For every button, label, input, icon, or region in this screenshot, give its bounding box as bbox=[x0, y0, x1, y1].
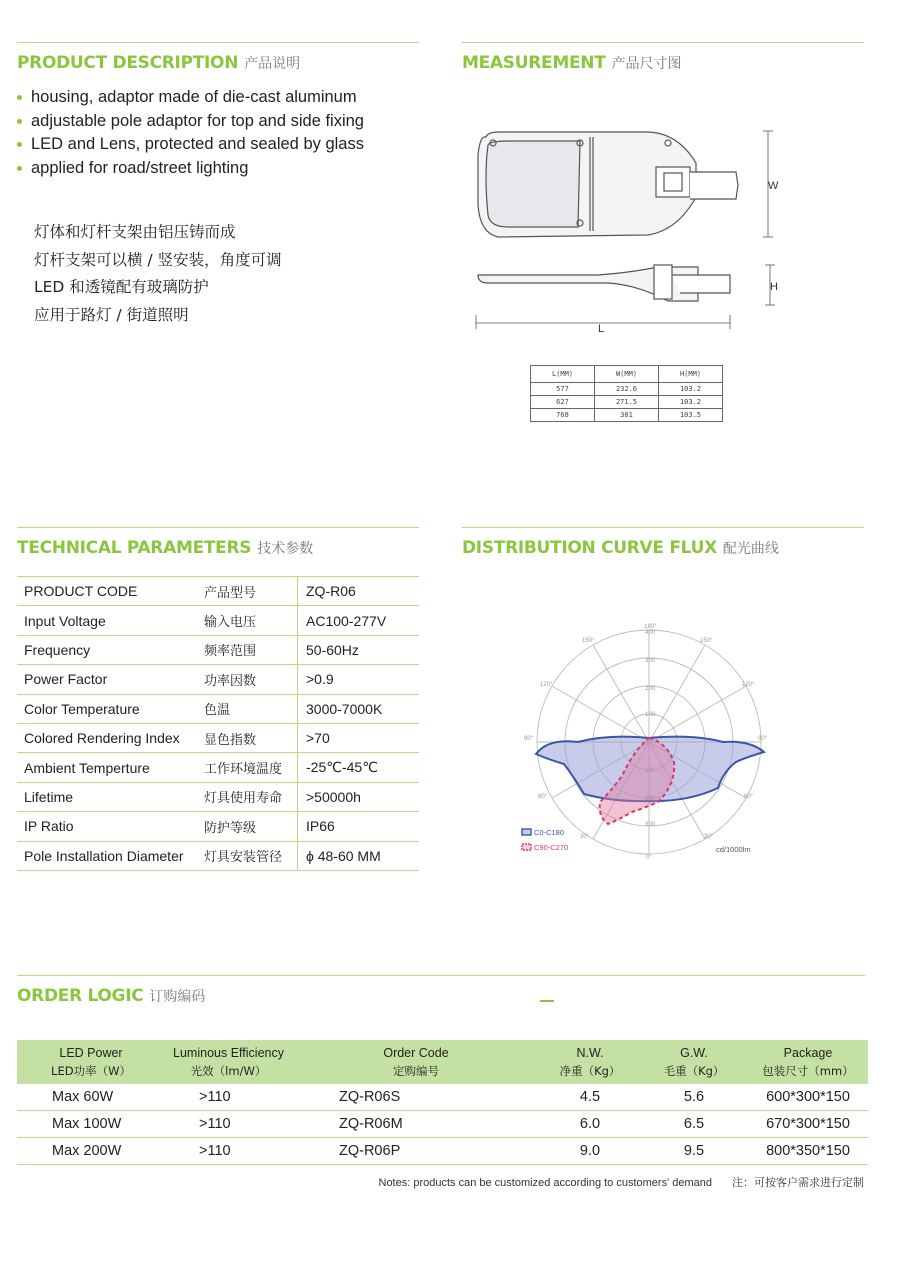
table-cell: ϕ 48-60 MM bbox=[298, 841, 420, 870]
table-cell: 显色指数 bbox=[204, 723, 298, 752]
table-cell: Color Temperature bbox=[17, 694, 204, 723]
table-header-cell: W(MM) bbox=[595, 366, 659, 383]
table-cell: >50000h bbox=[298, 782, 420, 811]
ring-label: 300 bbox=[645, 822, 656, 828]
header-en: Order Code bbox=[383, 1046, 449, 1060]
table-header-cell bbox=[540, 1040, 640, 1084]
ring-label: 200 bbox=[645, 686, 656, 692]
section-title: TECHNICAL PARAMETERS bbox=[17, 538, 252, 558]
dimension-label-w: W bbox=[768, 180, 779, 192]
bullet-icon bbox=[17, 95, 22, 100]
header-cn: 定购编号 bbox=[393, 1064, 439, 1078]
table-cell: 6.5 bbox=[640, 1111, 748, 1138]
table-cell: ZQ-R06P bbox=[292, 1138, 540, 1165]
table-row bbox=[17, 723, 419, 752]
notes bbox=[379, 1174, 865, 1190]
angle-label: 150° bbox=[582, 638, 595, 644]
angle-label: 150° bbox=[700, 638, 713, 644]
legend-label: C90-C270 bbox=[534, 843, 569, 852]
header-en: N.W. bbox=[576, 1046, 604, 1060]
decorative-dash bbox=[540, 1000, 554, 1002]
table-cell: 627 bbox=[531, 396, 595, 409]
legend-swatch bbox=[522, 844, 531, 850]
table-cell: 输入电压 bbox=[204, 606, 298, 635]
table-row bbox=[531, 396, 723, 409]
notes-en: Notes: products can be customized according to customers' demand bbox=[378, 1177, 712, 1189]
table-header-cell: L(MM) bbox=[531, 366, 595, 383]
list-item: adjustable pole adaptor for top and side fixing bbox=[17, 110, 364, 134]
table-row bbox=[17, 753, 419, 782]
table-cell: 271.5 bbox=[595, 396, 659, 409]
angle-label: 90° bbox=[758, 736, 768, 742]
table-cell: 768 bbox=[531, 409, 595, 422]
table-cell: Pole Installation Diameter bbox=[17, 841, 204, 870]
notes-cn: 注：可按客户需求进行定制 bbox=[732, 1176, 864, 1189]
table-cell: 6.0 bbox=[540, 1111, 640, 1138]
table-cell: AC100-277V bbox=[298, 606, 420, 635]
angle-label: 60° bbox=[744, 794, 754, 800]
list-item: applied for road/street lighting bbox=[17, 157, 364, 181]
description-cn-line: LED 和透镜配有玻璃防护 bbox=[34, 278, 209, 296]
table-cell: 232.6 bbox=[595, 383, 659, 396]
section-title: PRODUCT DESCRIPTION bbox=[17, 53, 239, 73]
table-cell: 577 bbox=[531, 383, 595, 396]
table-cell: 频率范围 bbox=[204, 635, 298, 664]
table-cell: 灯具安装管径 bbox=[204, 841, 298, 870]
table-header-cell: H(MM) bbox=[659, 366, 723, 383]
distribution-curve-header bbox=[462, 527, 864, 568]
dimension-label-h: H bbox=[770, 281, 778, 293]
header-cn: 光效（lm/W） bbox=[190, 1064, 267, 1078]
ring-label: 100 bbox=[645, 768, 656, 774]
header-cn: 包装尺寸（mm） bbox=[762, 1064, 854, 1078]
table-cell: 功率因数 bbox=[204, 665, 298, 694]
header-cn: LED功率（W） bbox=[51, 1064, 131, 1078]
angle-label: 60° bbox=[538, 794, 548, 800]
table-cell: 灯具使用寿命 bbox=[204, 782, 298, 811]
table-cell: ZQ-R06S bbox=[292, 1084, 540, 1111]
table-cell: Colored Rendering Index bbox=[17, 723, 204, 752]
section-title: MEASUREMENT bbox=[462, 53, 606, 73]
section-title-cn: 配光曲线 bbox=[722, 541, 779, 557]
table-row bbox=[17, 694, 419, 723]
section-title-cn: 订购编码 bbox=[149, 989, 206, 1005]
technical-parameters-header bbox=[17, 527, 419, 568]
ring-label: 400 bbox=[645, 630, 656, 636]
table-cell: Input Voltage bbox=[17, 606, 204, 635]
table-cell: 800*350*150 bbox=[748, 1138, 868, 1165]
lamp-top-view bbox=[478, 132, 738, 237]
table-cell: IP Ratio bbox=[17, 812, 204, 841]
table-cell: 301 bbox=[595, 409, 659, 422]
table-cell: >70 bbox=[298, 723, 420, 752]
table-row bbox=[17, 606, 419, 635]
legend-label: C0-C180 bbox=[534, 828, 565, 837]
polar-distribution-chart bbox=[518, 612, 788, 862]
table-row bbox=[17, 841, 419, 870]
table-cell: -25℃-45℃ bbox=[298, 753, 420, 782]
table-row bbox=[17, 812, 419, 841]
header-en: Luminous Efficiency bbox=[173, 1046, 284, 1060]
table-cell: 9.5 bbox=[640, 1138, 748, 1165]
table-row bbox=[17, 635, 419, 664]
table-header-row bbox=[17, 1040, 868, 1084]
measurement-header bbox=[462, 42, 864, 83]
table-cell: >110 bbox=[165, 1111, 292, 1138]
section-title-cn: 技术参数 bbox=[257, 541, 314, 557]
table-row bbox=[17, 577, 419, 606]
table-cell: IP66 bbox=[298, 812, 420, 841]
table-cell: 600*300*150 bbox=[748, 1084, 868, 1111]
table-row bbox=[17, 1138, 868, 1165]
header-cn: 净重（Kg） bbox=[559, 1064, 621, 1078]
bullet-icon bbox=[17, 166, 22, 171]
table-cell: Power Factor bbox=[17, 665, 204, 694]
lamp-side-view bbox=[478, 265, 730, 301]
description-cn-line: 应用于路灯 / 街道照明 bbox=[34, 305, 189, 324]
description-cn-line: 灯杆支架可以横 / 竖安装，角度可调 bbox=[34, 250, 282, 269]
table-row bbox=[17, 1084, 868, 1111]
table-cell: ZQ-R06M bbox=[292, 1111, 540, 1138]
table-cell: 产品型号 bbox=[204, 577, 298, 606]
table-cell: 103.2 bbox=[659, 396, 723, 409]
angle-label: 90° bbox=[524, 736, 534, 742]
ring-label: 300 bbox=[645, 658, 656, 664]
angle-label: 30° bbox=[580, 834, 590, 840]
header-cn: 毛重（Kg） bbox=[663, 1064, 725, 1078]
table-cell: Frequency bbox=[17, 635, 204, 664]
table-header-cell bbox=[165, 1040, 292, 1084]
table-cell: 防护等级 bbox=[204, 812, 298, 841]
bullet-icon bbox=[17, 119, 22, 124]
table-cell: >110 bbox=[165, 1084, 292, 1111]
order-table-wrap bbox=[17, 1040, 868, 1165]
section-title-cn: 产品尺寸图 bbox=[611, 56, 682, 72]
table-cell: 5.6 bbox=[640, 1084, 748, 1111]
table-cell: Lifetime bbox=[17, 782, 204, 811]
chart-unit-label: cd/1000lm bbox=[716, 845, 751, 854]
header-en: G.W. bbox=[680, 1046, 708, 1060]
order-logic-header bbox=[17, 975, 865, 1016]
table-cell: Max 100W bbox=[17, 1111, 165, 1138]
angle-label: 120° bbox=[742, 682, 755, 688]
table-cell: 4.5 bbox=[540, 1084, 640, 1111]
table-cell: Max 60W bbox=[17, 1084, 165, 1111]
table-row bbox=[17, 782, 419, 811]
table-row bbox=[17, 1111, 868, 1138]
table-header-cell bbox=[640, 1040, 748, 1084]
header-en: LED Power bbox=[59, 1046, 123, 1060]
table-cell: 色温 bbox=[204, 694, 298, 723]
table-header-row bbox=[531, 366, 723, 383]
table-row bbox=[531, 383, 723, 396]
ring-label: 200 bbox=[645, 796, 656, 802]
table-cell: 9.0 bbox=[540, 1138, 640, 1165]
section-title: DISTRIBUTION CURVE FLUX bbox=[462, 538, 717, 558]
section-title: ORDER LOGIC bbox=[17, 986, 144, 1006]
table-cell: Max 200W bbox=[17, 1138, 165, 1165]
ring-label: 100 bbox=[645, 712, 656, 718]
table-header-cell bbox=[17, 1040, 165, 1084]
table-cell: >110 bbox=[165, 1138, 292, 1165]
legend-swatch bbox=[522, 829, 531, 835]
angle-label: 0° bbox=[646, 855, 652, 861]
table-cell: PRODUCT CODE bbox=[17, 577, 204, 606]
angle-label: 30° bbox=[704, 834, 714, 840]
table-row bbox=[531, 409, 723, 422]
section-title-cn: 产品说明 bbox=[244, 56, 301, 72]
table-cell: 工作环境温度 bbox=[204, 753, 298, 782]
table-cell: Ambient Temperture bbox=[17, 753, 204, 782]
technical-parameters-table bbox=[17, 576, 419, 871]
angle-label: 120° bbox=[540, 682, 553, 688]
description-cn bbox=[34, 219, 282, 329]
table-header-cell bbox=[292, 1040, 540, 1084]
list-item: LED and Lens, protected and sealed by glass bbox=[17, 133, 364, 157]
table-cell: 3000-7000K bbox=[298, 694, 420, 723]
table-cell: >0.9 bbox=[298, 665, 420, 694]
product-description-header bbox=[17, 42, 419, 83]
table-cell: 103.2 bbox=[659, 383, 723, 396]
bullet-icon bbox=[17, 142, 22, 147]
table-header-cell bbox=[748, 1040, 868, 1084]
description-cn-line: 灯体和灯杆支架由铝压铸而成 bbox=[34, 223, 236, 241]
table-cell: 103.5 bbox=[659, 409, 723, 422]
table-row bbox=[17, 665, 419, 694]
angle-label: 180° bbox=[644, 624, 657, 630]
order-logic-table bbox=[17, 1040, 868, 1165]
dimension-table bbox=[530, 365, 723, 422]
header-en: Package bbox=[783, 1046, 833, 1060]
feature-list bbox=[17, 86, 364, 180]
lamp-dimension-drawing bbox=[468, 115, 798, 345]
dimension-label-l: L bbox=[598, 323, 605, 335]
table-cell: 50-60Hz bbox=[298, 635, 420, 664]
table-cell: 670*300*150 bbox=[748, 1111, 868, 1138]
table-cell: ZQ-R06 bbox=[298, 577, 420, 606]
list-item: housing, adaptor made of die-cast aluminum bbox=[17, 86, 364, 110]
